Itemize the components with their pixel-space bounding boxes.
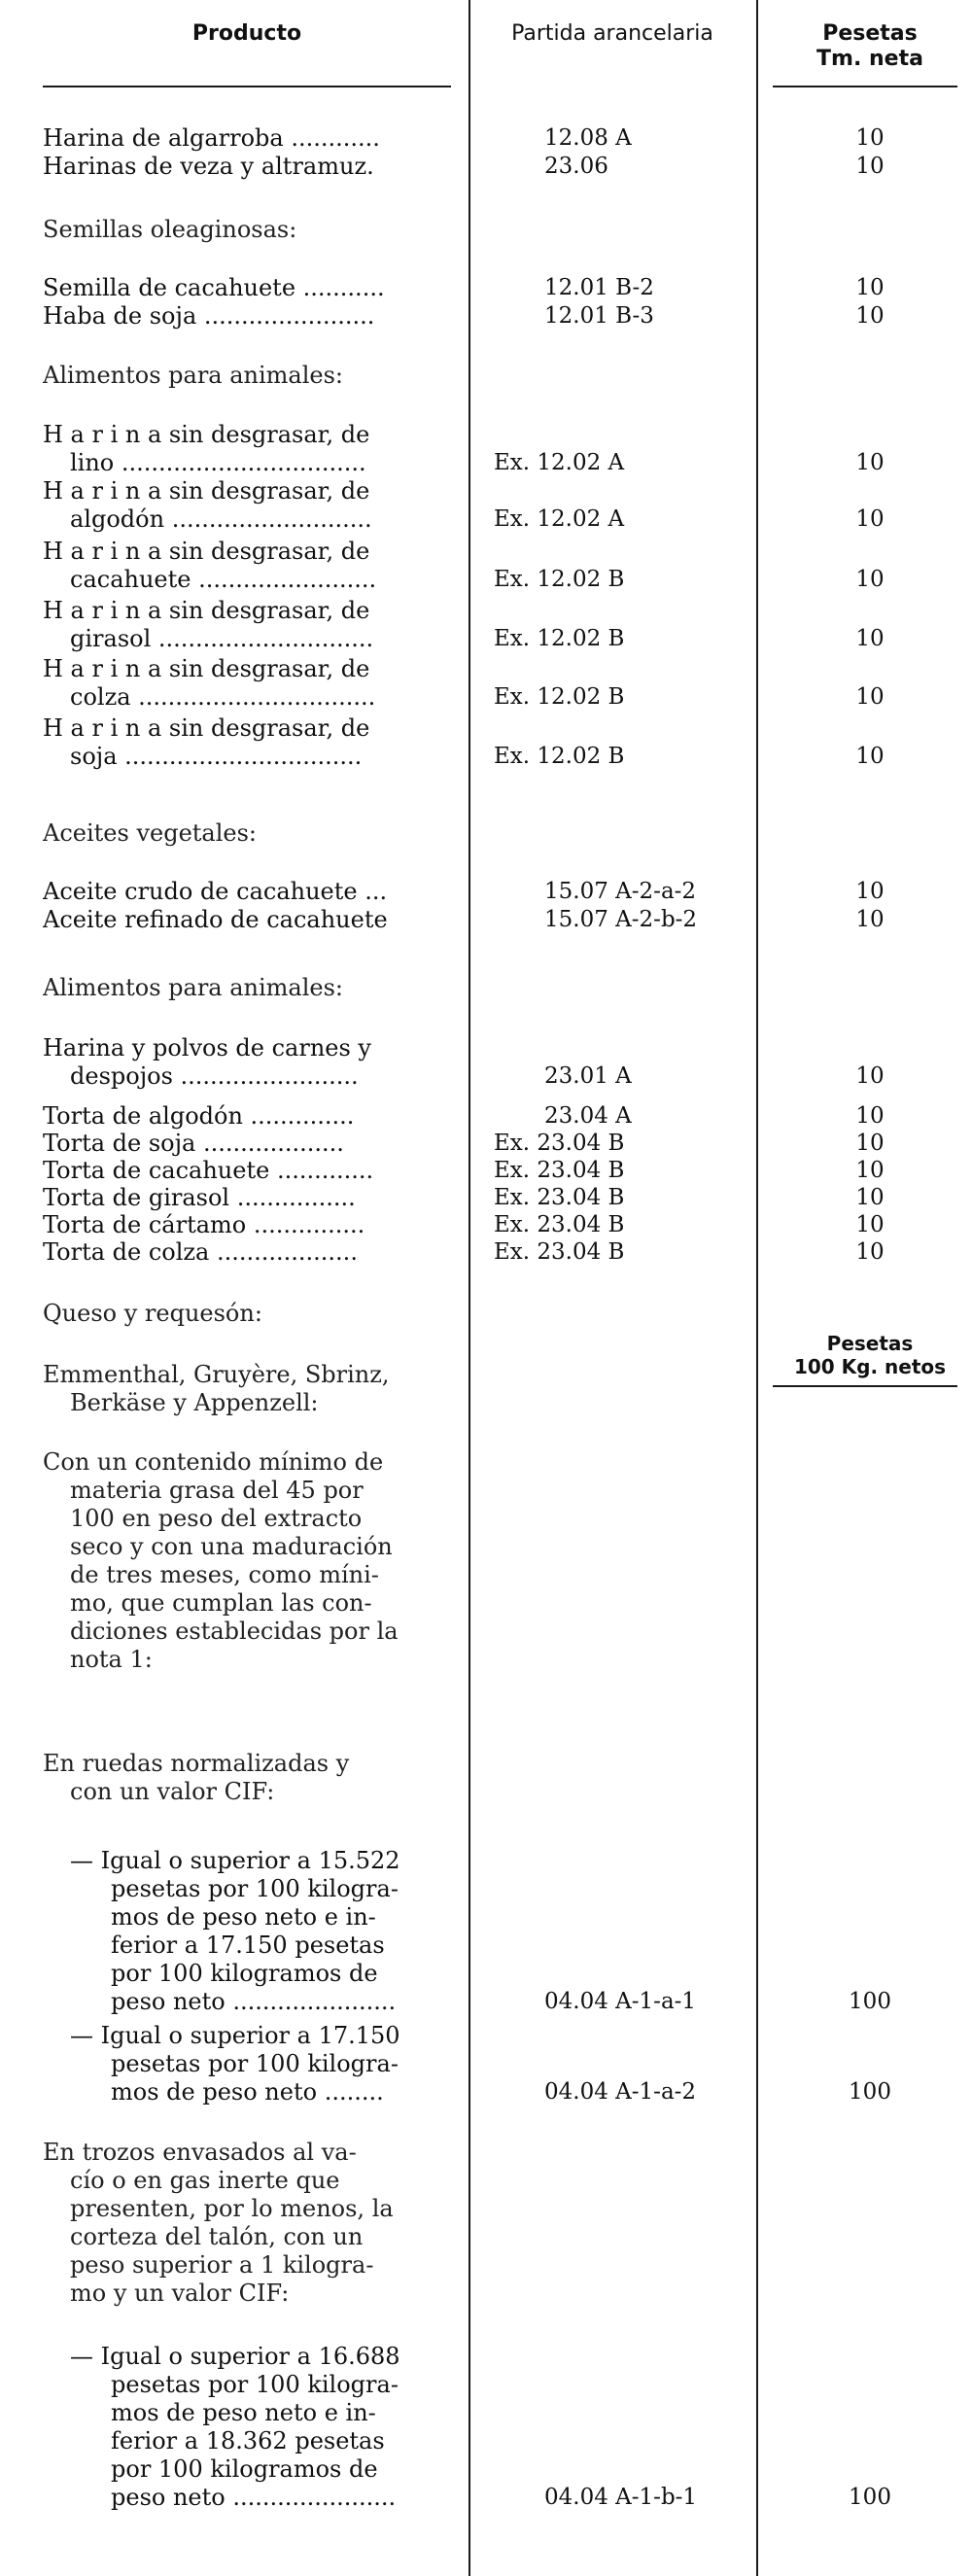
table-row [0,421,972,477]
product-line: H a r i n a sin desgrasar, de [43,714,370,742]
product-line: peso neto ...................... [111,2484,397,2511]
product-line: materia grasa del 45 por [70,1477,364,1504]
product-line: presenten, por lo menos, la [70,2195,394,2222]
product-cell [43,1448,451,1674]
product-line: despojos ........................ [70,1062,359,1090]
product-line: Torta de soja ................... [43,1130,344,1157]
product-line: mo y un valor CIF: [70,2280,290,2307]
product-cell [43,2139,451,2308]
partida-cell: Ex. 23.04 B [494,1158,625,1183]
partida-cell: 23.04 A [544,1103,632,1129]
pesetas-cell: 10 [855,567,885,592]
product-line: Torta de cacahuete ............. [43,1157,374,1184]
product-cell [43,302,451,331]
product-line: por 100 kilogramos de [111,2455,378,2483]
product-line: mos de peso neto e in- [111,2399,376,2426]
product-cell [43,2343,451,2512]
product-cell [43,421,451,477]
table-row [0,274,972,302]
pesetas-cell: 10 [855,1158,885,1183]
product-line: ferior a 17.150 pesetas [111,1932,385,1959]
product-cell [43,216,451,244]
product-cell [43,1184,451,1212]
partida-cell: Ex. 23.04 B [494,1131,625,1156]
partida-cell: 04.04 A-1-b-1 [544,2485,698,2510]
pesetas-cell: 100 [849,1989,891,2014]
partida-cell: 12.01 B-2 [544,275,654,300]
product-line: de tres meses, como míni- [70,1561,379,1588]
section-heading-row [0,216,972,244]
table-row [0,1130,972,1158]
product-line: con un valor CIF: [70,1778,275,1805]
table-row [0,906,972,934]
pesetas-cell: 10 [855,1131,885,1156]
pesetas-cell: 10 [855,303,885,329]
product-line: Berkäse y Appenzell: [70,1389,319,1416]
product-cell [43,1130,451,1158]
product-line: Torta de cártamo ............... [43,1211,365,1238]
pesetas-cell: 10 [855,1185,885,1210]
product-line: nota 1: [70,1646,153,1673]
product-cell [43,597,451,653]
pesetas-cell: 10 [855,506,885,532]
product-line: H a r i n a sin desgrasar, de [43,477,370,505]
partida-cell: 12.01 B-3 [544,303,654,329]
pesetas-cell: 10 [855,907,885,932]
table-row [0,1847,972,2016]
pesetas-cell: 10 [855,1103,885,1129]
product-line: En trozos envasados al va- [43,2139,357,2166]
product-cell [43,1102,451,1131]
product-cell [43,1211,451,1239]
subheader-line1: Pesetas [826,1332,914,1355]
pesetas-cell: 10 [855,1063,885,1089]
product-line: — Igual o superior a 17.150 [70,2022,400,2049]
partida-cell: Ex. 12.02 B [494,567,625,592]
table-row [0,2022,972,2106]
product-cell [43,362,451,390]
product-cell [43,1361,451,1417]
product-line: — Igual o superior a 15.522 [70,1847,400,1874]
product-cell [43,1157,451,1185]
pesetas-cell: 10 [855,450,885,475]
section-heading-row [0,362,972,390]
product-line: pesetas por 100 kilogra- [111,1875,399,1902]
partida-cell: Ex. 12.02 B [494,684,625,710]
product-line: Semilla de cacahuete ........... [43,274,385,301]
product-line: colza ................................ [70,683,376,711]
partida-cell: 23.01 A [544,1063,632,1089]
partida-cell: Ex. 23.04 B [494,1185,625,1210]
section-heading-row [0,1448,972,1674]
product-cell [43,477,451,534]
table-row [0,124,972,153]
product-cell [43,714,451,771]
table-row [0,714,972,771]
partida-cell: Ex. 12.02 A [494,506,625,532]
product-line: — Igual o superior a 16.688 [70,2343,400,2370]
product-line: mos de peso neto ........ [111,2078,384,2106]
table-row [0,302,972,331]
product-cell [43,1238,451,1267]
subheader-line2: 100 Kg. netos [793,1355,947,1378]
partida-cell: Ex. 12.02 B [494,626,625,651]
product-line: Alimentos para animales: [43,974,344,1001]
header-pesetas-line1: Pesetas [822,21,918,46]
section-heading-row [0,1361,972,1417]
product-line: H a r i n a sin desgrasar, de [43,597,370,624]
product-cell [43,906,451,934]
pesetas-cell: 100 [849,2485,891,2510]
pesetas-cell: 10 [855,154,885,179]
product-line: diciones establecidas por la [70,1618,399,1645]
partida-cell: 23.06 [544,154,608,179]
product-line: Aceites vegetales: [43,819,258,847]
product-line: cacahuete ........................ [70,566,377,593]
section-heading-row [0,1750,972,1806]
table-row [0,1034,972,1091]
header-pesetas-line2: Tm. neta [816,47,923,71]
product-cell [43,274,451,302]
product-line: Con un contenido mínimo de [43,1448,384,1476]
product-line: cío o en gas inerte que [70,2167,340,2194]
product-line: Aceite refinado de cacahuete [43,906,388,933]
product-line: algodón ........................... [70,505,372,533]
product-line: seco y con una maduración [70,1533,393,1560]
partida-cell: Ex. 23.04 B [494,1239,625,1265]
partida-cell: 12.08 A [544,125,632,151]
product-line: Alimentos para animales: [43,362,344,389]
partida-cell: Ex. 12.02 B [494,744,625,769]
pesetas-cell: 100 [849,2079,891,2105]
product-line: H a r i n a sin desgrasar, de [43,538,370,565]
product-line: Emmenthal, Gruyère, Sbrinz, [43,1361,390,1388]
table-row [0,1102,972,1131]
product-line: lino ................................. [70,449,366,476]
section-heading-row [0,2139,972,2308]
table-row [0,1157,972,1185]
product-line: Torta de girasol ................ [43,1184,356,1211]
pesetas-cell: 10 [855,879,885,904]
table-row [0,597,972,653]
product-line: Torta de colza ................... [43,1238,358,1266]
product-line: Semillas oleaginosas: [43,216,297,243]
product-line: 100 en peso del extracto [70,1505,363,1532]
table-row [0,153,972,181]
pesetas-cell: 10 [855,626,885,651]
product-cell [43,538,451,594]
partida-cell: 15.07 A-2-b-2 [544,907,698,932]
table-row [0,2343,972,2512]
product-line: peso superior a 1 kilogra- [70,2251,374,2279]
table-row [0,1184,972,1212]
product-cell [43,153,451,181]
product-line: En ruedas normalizadas y [43,1750,350,1777]
partida-cell: 04.04 A-1-a-1 [544,1989,697,2014]
product-cell [43,1847,451,2016]
pesetas-cell: 10 [855,744,885,769]
product-line: H a r i n a sin desgrasar, de [43,655,370,682]
table-row [0,1238,972,1267]
product-line: peso neto ...................... [111,1988,397,2015]
pesetas-cell: 10 [855,275,885,300]
product-cell [43,819,451,848]
product-line: Harina y polvos de carnes y [43,1034,371,1062]
table-row [0,878,972,906]
product-cell [43,124,451,153]
table-row [0,1211,972,1239]
product-cell [43,2022,451,2106]
product-line: Aceite crudo de cacahuete ... [43,878,388,905]
partida-cell: 15.07 A-2-a-2 [544,879,697,904]
partida-cell: Ex. 23.04 B [494,1212,625,1237]
pesetas-cell: 10 [855,1212,885,1237]
product-line: mos de peso neto e in- [111,1903,376,1931]
product-line: Haba de soja ....................... [43,302,375,330]
product-line: pesetas por 100 kilogra- [111,2050,399,2077]
table-row [0,477,972,534]
product-line: pesetas por 100 kilogra- [111,2371,399,2398]
product-line: mo, que cumplan las con- [70,1589,372,1617]
product-cell [43,878,451,906]
pesetas-cell: 10 [855,684,885,710]
product-line: por 100 kilogramos de [111,1960,378,1987]
product-line: soja ................................ [70,743,363,770]
product-line: Queso y requesón: [43,1300,262,1327]
product-line: Harinas de veza y altramuz. [43,153,374,180]
partida-cell: Ex. 12.02 A [494,450,625,475]
section-heading-row [0,1300,972,1328]
section-heading-row [0,974,972,1002]
product-cell [43,1300,451,1328]
product-line: girasol ............................. [70,625,374,652]
partida-cell: 04.04 A-1-a-2 [544,2079,697,2105]
section-heading-row [0,819,972,848]
table-row [0,655,972,712]
product-line: Harina de algarroba ............ [43,124,380,152]
header-producto: Producto [191,21,302,46]
product-line: ferior a 18.362 pesetas [111,2427,385,2454]
product-cell [43,1750,451,1806]
pesetas-cell: 10 [855,1239,885,1265]
pesetas-cell: 10 [855,125,885,151]
product-cell [43,1034,451,1091]
product-line: corteza del talón, con un [70,2223,364,2250]
table-row [0,538,972,594]
product-line: H a r i n a sin desgrasar, de [43,421,370,448]
product-line: Torta de algodón .............. [43,1102,355,1130]
product-cell [43,655,451,712]
header-partida-arancelaria: Partida arancelaria [511,21,713,46]
product-cell [43,974,451,1002]
